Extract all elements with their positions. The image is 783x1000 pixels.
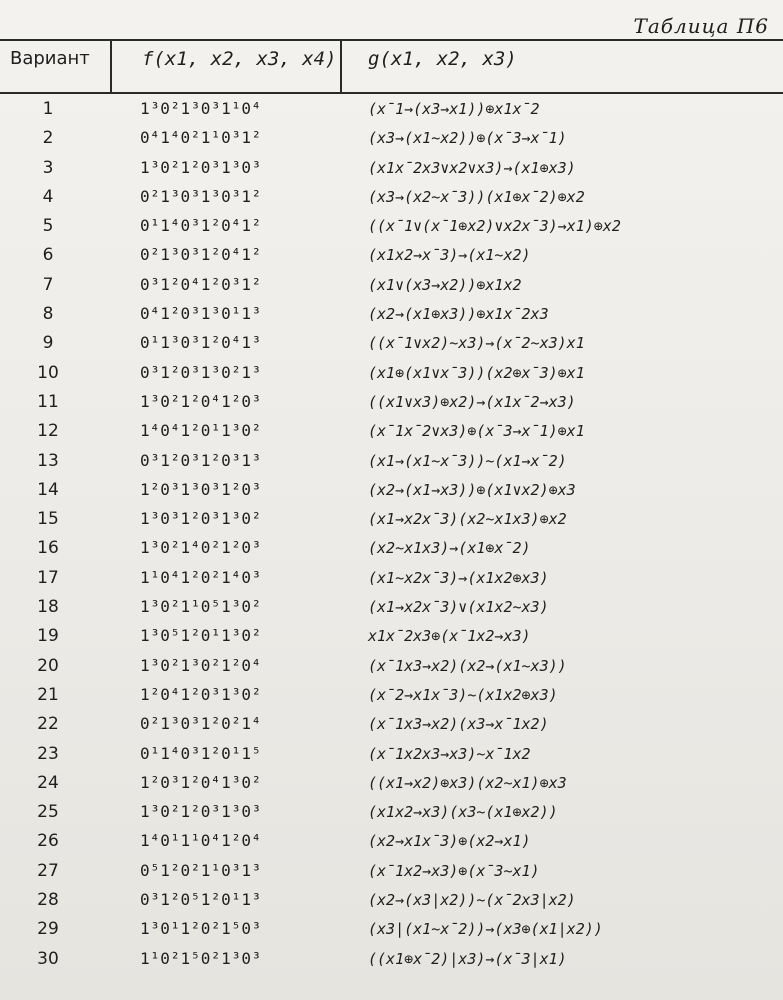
g-expression: (x̄1→(x3→x1))⊕x1x̄2 [368,100,540,118]
g-expression: (x1⊕(x1∨x̄3))(x2⊕x̄3)⊕x1 [368,363,585,382]
table-row [0,272,783,301]
table-row [0,125,783,154]
variant-number: 13 [37,450,59,471]
g-expression: (x2~x1x3)→(x1⊕x̄2) [368,539,531,558]
table-row [0,242,783,271]
g-expression: (x2→(x1→x3))⊕(x1∨x2)⊕x3 [368,480,576,499]
table-row [0,96,783,125]
f-code: 1³0³1²0³1³0² [140,509,262,529]
g-expression: (x3→(x2~x̄3))(x1⊕x̄2)⊕x2 [368,187,585,206]
f-code: 1³0²1²0³1³0³ [140,802,262,822]
f-code: 1³0⁵1²0¹1³0² [140,626,262,646]
f-code: 1³0²1²0³1³0³ [140,157,262,177]
g-expression: (x1~x2x̄3)→(x1x2⊕x3) [368,568,549,587]
f-code: 1³0¹1²0²1⁵0³ [140,919,262,939]
table-row [0,330,783,359]
table-row [0,301,783,330]
variant-number: 9 [42,333,54,354]
variant-number: 27 [37,860,59,881]
table-row [0,360,783,389]
g-expression: (x2→(x1⊕x3))⊕x1x̄2x3 [368,305,549,324]
variant-number: 4 [42,186,54,207]
g-expression: (x1x2→x3)(x3~(x1⊕x2)) [368,803,558,822]
f-code: 0⁵1²0²1¹0³1³ [140,860,262,880]
variant-number: 21 [37,684,59,705]
variant-number: 30 [37,948,59,969]
header-f: f(x1, x2, x3, x4) [142,48,337,70]
variant-number: 24 [37,772,59,793]
f-code: 1²0³1²0⁴1³0² [140,772,262,792]
f-code: 0¹1³0³1²0⁴1³ [140,333,262,353]
column-divider-2 [340,39,342,94]
variant-number: 15 [37,509,59,530]
f-code: 1³0²1⁴0²1²0³ [140,538,262,558]
table-row [0,389,783,418]
g-expression: (x1x2→x̄3)→(x1~x2) [368,246,531,265]
g-expression: ((x1⊕x̄2)|x3)→(x̄3|x1) [368,949,567,968]
f-code: 0¹1⁴0³1²0¹1⁵ [140,743,262,763]
table-row [0,770,783,799]
f-code: 1³0²1¹0⁵1³0² [140,597,262,617]
g-expression: (x̄2→x1x̄3)~(x1x2⊕x3) [368,685,558,704]
header-g: g(x1, x2, x3) [368,48,517,70]
table-row [0,565,783,594]
variant-number: 12 [37,421,59,442]
table-row [0,887,783,916]
table-body [0,96,783,975]
table-row [0,916,783,945]
g-expression: (x̄1x̄2∨x3)⊕(x̄3→x̄1)⊕x1 [368,422,585,441]
table-row [0,418,783,447]
g-expression: (x2→(x3|x2))~(x̄2x3|x2) [368,891,576,910]
table-row [0,741,783,770]
variant-number: 18 [37,597,59,618]
table-row [0,155,783,184]
table-row [0,946,783,975]
f-code: 1⁴0¹1¹0⁴1²0⁴ [140,831,262,851]
table-row [0,711,783,740]
table-row [0,858,783,887]
table-row [0,682,783,711]
f-code: 0²1³0³1³0³1² [140,186,262,206]
g-expression: (x1→x2x̄3)(x2~x1x3)⊕x2 [368,510,567,529]
header-top-rule [0,39,783,41]
table-row [0,506,783,535]
f-code: 1³0²1²0⁴1²0³ [140,391,262,411]
f-code: 1³0²1³0³1¹0⁴ [140,99,262,118]
variant-number: 16 [37,538,59,559]
variant-number: 22 [37,714,59,735]
table-caption: Таблица П6 [633,14,769,38]
g-expression: (x̄1x2x3→x3)~x̄1x2 [368,744,531,763]
table-row [0,184,783,213]
f-code: 0³1²0⁵1²0¹1³ [140,890,262,910]
variant-number: 25 [37,802,59,823]
f-code: 1¹0⁴1²0²1⁴0³ [140,567,262,587]
variant-number: 14 [37,479,59,500]
table-row [0,535,783,564]
f-code: 0¹1⁴0³1²0⁴1² [140,216,262,236]
variant-number: 10 [37,362,59,383]
g-expression: (x1x̄2x3∨x2∨x3)→(x1⊕x3) [368,158,576,177]
f-code: 0⁴1²0³1³0¹1³ [140,304,262,324]
variant-number: 19 [37,626,59,647]
f-code: 1²0⁴1²0³1³0² [140,684,262,704]
table-row [0,828,783,857]
f-code: 0³1²0⁴1²0³1² [140,274,262,294]
f-code: 1²0³1³0³1²0³ [140,479,262,499]
g-expression: (x̄1x3→x2)(x2→(x1~x3)) [368,656,567,675]
g-expression: ((x1→x2)⊕x3)(x2~x1)⊕x3 [368,773,567,792]
variant-number: 8 [42,304,54,325]
f-code: 1⁴0⁴1²0¹1³0² [140,421,262,441]
variant-number: 7 [42,274,54,295]
g-expression: (x3→(x1~x2))⊕(x̄3→x̄1) [368,129,567,148]
g-expression: (x2→x1x̄3)⊕(x2→x1) [368,832,531,851]
f-code: 0³1²0³1²0³1³ [140,450,262,470]
table-row [0,653,783,682]
table-row [0,594,783,623]
table-row [0,477,783,506]
variant-number: 29 [37,919,59,940]
table-row [0,623,783,652]
f-code: 0³1²0³1³0²1³ [140,362,262,382]
f-code: 0²1³0³1²0⁴1² [140,245,262,265]
g-expression: ((x̄1∨x2)~x3)→(x̄2~x3)x1 [368,334,585,353]
variant-number: 26 [37,831,59,852]
g-expression: (x3|(x1~x̄2))→(x3⊕(x1|x2)) [368,920,603,939]
f-code: 0²1³0³1²0²1⁴ [140,714,262,734]
f-code: 1¹0²1⁵0²1³0³ [140,948,262,968]
header-bottom-rule [0,92,783,94]
column-divider-1 [110,39,112,94]
header-variant: Вариант [10,48,90,69]
variant-number: 2 [42,128,54,149]
variant-number: 11 [37,391,59,412]
variant-number: 6 [42,245,54,266]
variant-number: 3 [42,157,54,178]
variant-number: 1 [42,99,54,119]
variant-number: 28 [37,890,59,911]
f-code: 1³0²1³0²1²0⁴ [140,655,262,675]
g-expression: ((x̄1∨(x̄1⊕x2)∨x2x̄3)→x1)⊕x2 [368,217,621,236]
variant-number: 20 [37,655,59,676]
variant-number: 5 [42,216,54,237]
table-row [0,213,783,242]
g-expression: (x1∨(x3→x2))⊕x1x2 [368,275,522,294]
g-expression: x1x̄2x3⊕(x̄1x2→x3) [368,627,531,646]
variant-number: 23 [37,743,59,764]
table-row [0,448,783,477]
g-expression: ((x1∨x3)⊕x2)→(x1x̄2→x3) [368,392,576,411]
g-expression: (x̄1x2→x3)⊕(x̄3~x1) [368,861,540,880]
table-row [0,799,783,828]
variant-number: 17 [37,567,59,588]
g-expression: (x1→(x1~x̄3))~(x1→x̄2) [368,451,567,470]
f-code: 0⁴1⁴0²1¹0³1² [140,128,262,148]
g-expression: (x1→x2x̄3)∨(x1x2~x3) [368,598,549,617]
g-expression: (x̄1x3→x2)(x3→x̄1x2) [368,715,549,734]
